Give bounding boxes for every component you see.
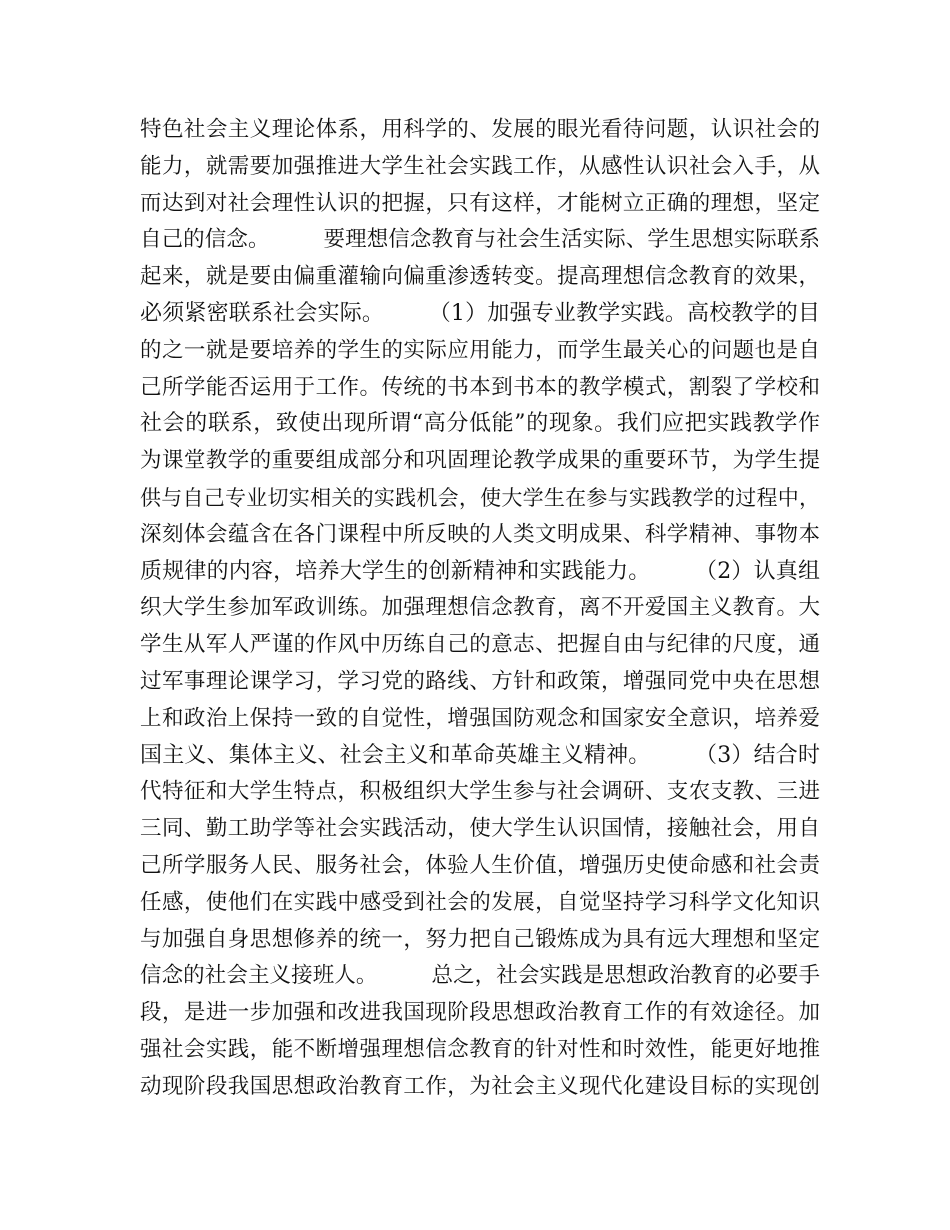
text-line: 代特征和大学生特点，积极组织大学生参与社会调研、支农支教、三进 bbox=[140, 779, 820, 805]
text-line: 强社会实践，能不断增强理想信念教育的针对性和时效性，能更好地推 bbox=[140, 1036, 820, 1062]
body-text bbox=[140, 112, 820, 1106]
text-line: 自己的信念。 要理想信念教育与社会生活实际、学生思想实际联系 bbox=[140, 227, 820, 253]
text-line: 深刻体会蕴含在各门课程中所反映的人类文明成果、科学精神、事物本 bbox=[140, 521, 820, 547]
text-line: 己所学服务人民、服务社会，体验人生价值，增强历史使命感和社会责 bbox=[140, 852, 820, 878]
text-line: 三同、勤工助学等社会实践活动，使大学生认识国情，接触社会，用自 bbox=[140, 816, 820, 842]
text-line: 供与自己专业切实相关的实践机会，使大学生在参与实践教学的过程中， bbox=[140, 485, 820, 510]
text-line: 织大学生参加军政训练。加强理想信念教育，离不开爱国主义教育。大 bbox=[140, 595, 820, 621]
text-line: 起来，就是要由偏重灌输向偏重渗透转变。提高理想信念教育的效果， bbox=[140, 264, 820, 290]
text-line: 学生从军人严谨的作风中历练自己的意志、把握自由与纪律的尺度，通 bbox=[140, 632, 820, 658]
text-line: 国主义、集体主义、社会主义和革命英雄主义精神。 （3）结合时 bbox=[140, 742, 820, 768]
text-line: 动现阶段我国思想政治教育工作，为社会主义现代化建设目标的实现创 bbox=[140, 1073, 820, 1099]
text-line: 社会的联系，致使出现所谓“高分低能”的现象。我们应把实践教学作 bbox=[140, 411, 820, 437]
text-line: 为课堂教学的重要组成部分和巩固理论教学成果的重要环节，为学生提 bbox=[140, 448, 820, 474]
text-line: 段，是进一步加强和改进我国现阶段思想政治教育工作的有效途径。加 bbox=[140, 1000, 820, 1026]
text-line: 的之一就是要培养的学生的实际应用能力，而学生最关心的问题也是自 bbox=[140, 337, 820, 363]
text-line: 能力，就需要加强推进大学生社会实践工作，从感性认识社会入手，从 bbox=[140, 153, 820, 179]
text-line: 任感，使他们在实践中感受到社会的发展，自觉坚持学习科学文化知识 bbox=[140, 889, 820, 915]
text-line: 必须紧密联系社会实际。 （1）加强专业教学实践。高校教学的目 bbox=[140, 300, 820, 326]
text-line: 质规律的内容，培养大学生的创新精神和实践能力。 （2）认真组 bbox=[140, 558, 820, 584]
text-line: 而达到对社会理性认识的把握，只有这样，才能树立正确的理想，坚定 bbox=[140, 190, 820, 216]
text-line: 上和政治上保持一致的自觉性，增强国防观念和国家安全意识，培养爱 bbox=[140, 705, 820, 731]
text-line: 特色社会主义理论体系，用科学的、发展的眼光看待问题，认识社会的 bbox=[140, 117, 820, 142]
text-line: 与加强自身思想修养的统一，努力把自己锻炼成为具有远大理想和坚定 bbox=[140, 926, 820, 952]
text-line: 过军事理论课学习，学习党的路线、方针和政策，增强同党中央在思想 bbox=[140, 668, 820, 694]
text-line: 己所学能否运用于工作。传统的书本到书本的教学模式，割裂了学校和 bbox=[140, 374, 820, 400]
text-line: 信念的社会主义接班人。 总之，社会实践是思想政治教育的必要手 bbox=[140, 963, 820, 989]
